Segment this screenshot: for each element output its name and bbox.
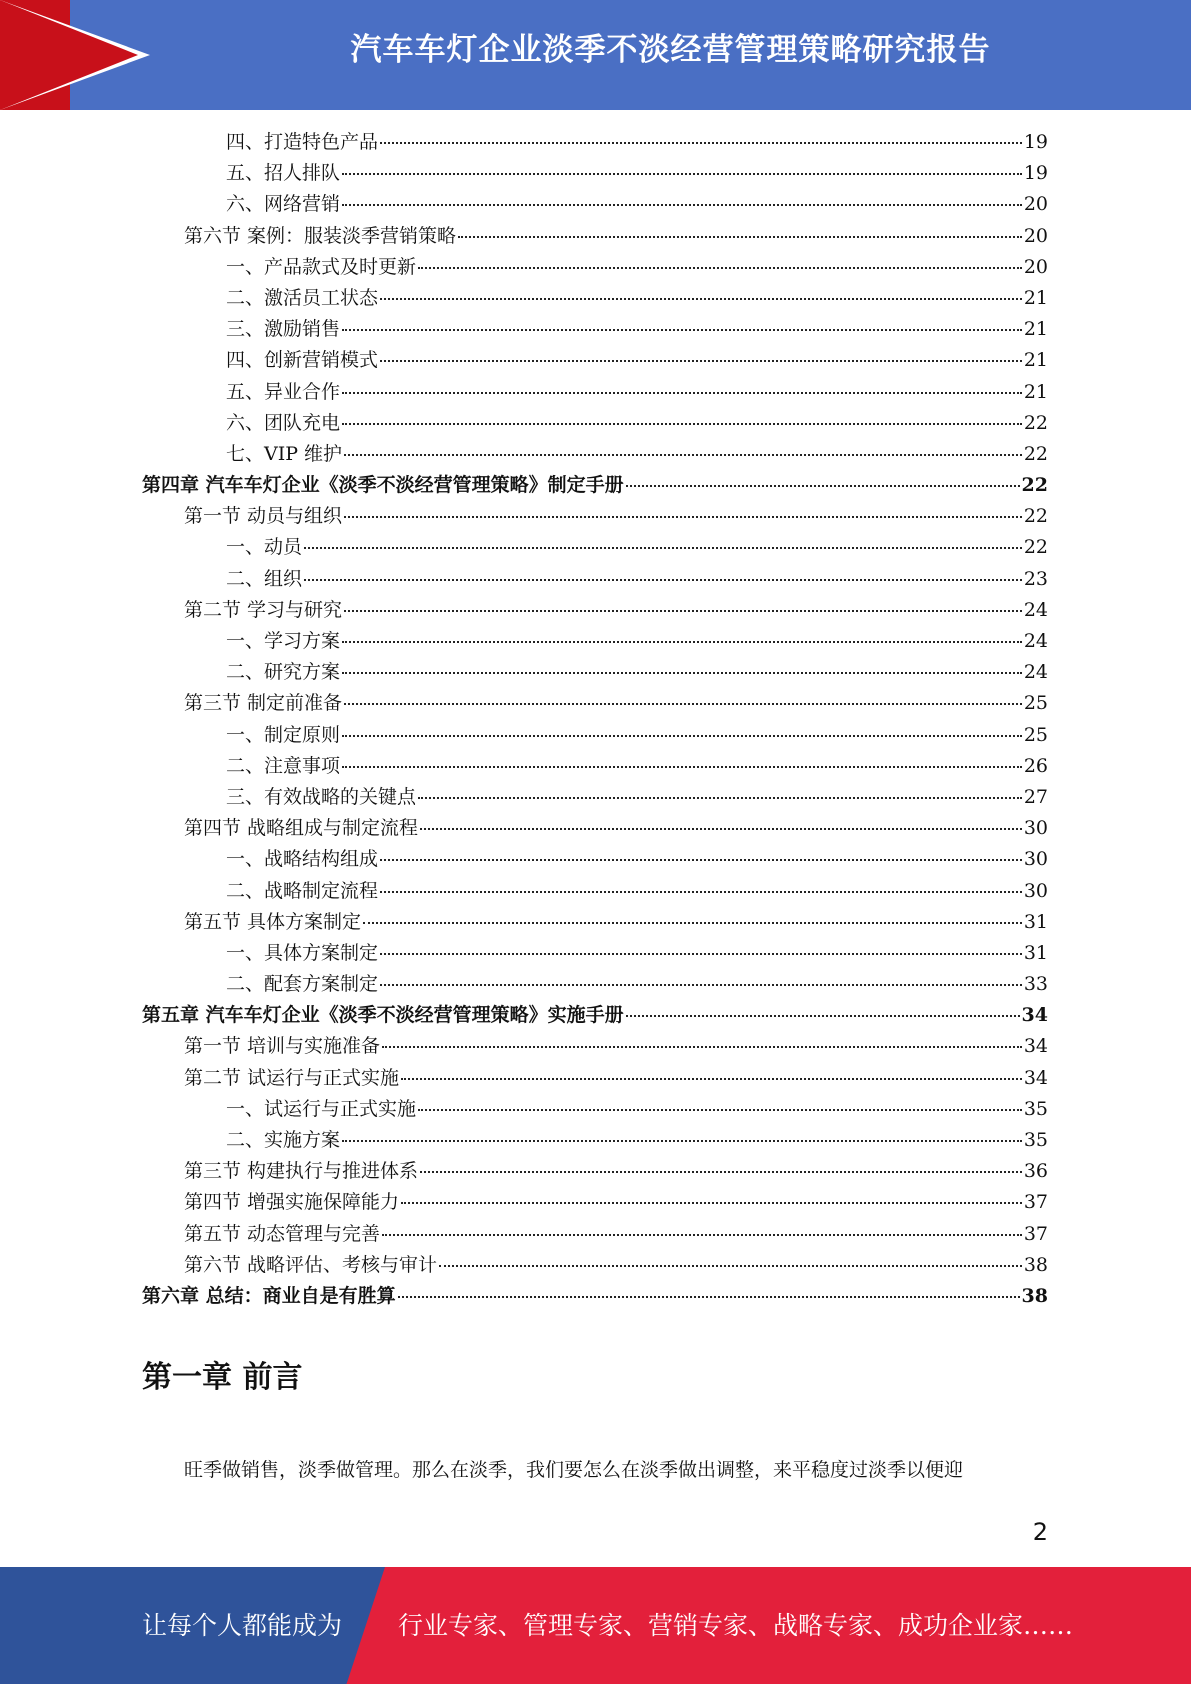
toc-entry-page: 25 bbox=[1023, 692, 1048, 715]
toc-entry-page: 27 bbox=[1023, 785, 1048, 808]
toc-entry[interactable] bbox=[142, 189, 1048, 220]
toc-entry[interactable] bbox=[142, 1219, 1048, 1250]
toc-entry[interactable] bbox=[142, 158, 1048, 189]
toc-entry-page: 36 bbox=[1023, 1160, 1048, 1183]
toc-leader-dots bbox=[380, 360, 1022, 362]
toc-entry-title: 五、招人排队 bbox=[226, 162, 341, 185]
toc-leader-dots bbox=[380, 142, 1022, 144]
toc-leader-dots bbox=[342, 672, 1022, 674]
toc-entry-title: 二、研究方案 bbox=[226, 661, 341, 684]
toc-entry-title: 一、学习方案 bbox=[226, 630, 341, 652]
toc-entry-title: 第一节 动员与组织 bbox=[184, 505, 343, 528]
toc-leader-dots bbox=[344, 454, 1022, 456]
toc-entry[interactable] bbox=[142, 252, 1048, 283]
toc-leader-dots bbox=[380, 984, 1022, 986]
toc-entry-page: 21 bbox=[1023, 380, 1048, 403]
toc-leader-dots bbox=[439, 1265, 1022, 1267]
toc-leader-dots bbox=[342, 329, 1022, 331]
toc-entry-title: 一、动员 bbox=[226, 536, 303, 559]
toc-entry-title: 二、激活员工状态 bbox=[226, 286, 379, 309]
toc-entry[interactable] bbox=[142, 876, 1048, 907]
toc-entry-title: 第五节 动态管理与完善 bbox=[184, 1222, 381, 1245]
toc-leader-dots bbox=[420, 828, 1022, 830]
table-of-contents bbox=[142, 127, 1048, 1312]
toc-entry-page: 37 bbox=[1023, 1191, 1048, 1214]
toc-entry[interactable] bbox=[142, 439, 1048, 470]
toc-leader-dots bbox=[418, 797, 1022, 799]
toc-entry[interactable] bbox=[142, 1063, 1048, 1094]
toc-entry-title: 第三节 构建执行与推进体系 bbox=[184, 1160, 419, 1183]
toc-entry-title: 一、产品款式及时更新 bbox=[226, 255, 417, 278]
toc-entry-page: 34 bbox=[1023, 1035, 1048, 1058]
toc-entry-page: 25 bbox=[1023, 723, 1048, 746]
toc-entry-title: 第四章 汽车车灯企业《淡季不淡经营管理策略》制定手册 bbox=[142, 474, 624, 497]
toc-entry[interactable] bbox=[142, 1125, 1048, 1156]
toc-leader-dots bbox=[626, 1015, 1020, 1017]
toc-entry-page: 30 bbox=[1023, 879, 1048, 902]
toc-entry-page: 22 bbox=[1021, 474, 1048, 497]
toc-entry[interactable] bbox=[142, 564, 1048, 595]
toc-entry[interactable] bbox=[142, 1156, 1048, 1187]
toc-entry-title: 七、VIP 维护 bbox=[226, 442, 343, 465]
toc-entry-page: 22 bbox=[1023, 536, 1048, 559]
toc-entry[interactable] bbox=[142, 813, 1048, 844]
toc-leader-dots bbox=[382, 1234, 1022, 1236]
toc-entry[interactable] bbox=[142, 1094, 1048, 1125]
toc-entry-title: 三、有效战略的关键点 bbox=[226, 785, 417, 808]
toc-entry-page: 26 bbox=[1023, 754, 1048, 777]
toc-leader-dots bbox=[344, 516, 1022, 518]
toc-entry-page: 24 bbox=[1023, 661, 1048, 684]
toc-leader-dots bbox=[382, 1046, 1022, 1048]
toc-entry[interactable] bbox=[142, 470, 1048, 501]
toc-entry[interactable] bbox=[142, 907, 1048, 938]
toc-leader-dots bbox=[418, 267, 1022, 269]
toc-leader-dots bbox=[342, 204, 1022, 206]
toc-leader-dots bbox=[342, 173, 1022, 175]
toc-entry-title: 第六节 案例：服装淡季营销策略 bbox=[184, 224, 457, 247]
toc-entry-page: 34 bbox=[1021, 1004, 1048, 1027]
toc-entry-title: 六、团队充电 bbox=[226, 411, 341, 434]
toc-entry[interactable] bbox=[142, 1187, 1048, 1218]
toc-leader-dots bbox=[304, 547, 1022, 549]
toc-entry-title: 二、注意事项 bbox=[226, 754, 341, 777]
toc-entry-page: 24 bbox=[1023, 630, 1048, 652]
toc-entry[interactable] bbox=[142, 408, 1048, 439]
toc-entry-title: 二、实施方案 bbox=[226, 1129, 341, 1151]
toc-entry[interactable] bbox=[142, 345, 1048, 376]
toc-leader-dots bbox=[380, 953, 1022, 955]
toc-entry-page: 35 bbox=[1023, 1129, 1048, 1151]
toc-entry-page: 20 bbox=[1023, 193, 1048, 216]
toc-entry-page: 37 bbox=[1023, 1222, 1048, 1245]
toc-leader-dots bbox=[458, 236, 1022, 238]
toc-entry[interactable] bbox=[142, 283, 1048, 314]
page-header bbox=[0, 0, 1191, 110]
toc-leader-dots bbox=[418, 1109, 1022, 1111]
toc-entry-page: 30 bbox=[1023, 817, 1048, 840]
toc-entry-title: 第四节 增强实施保障能力 bbox=[184, 1191, 400, 1214]
toc-entry-page: 22 bbox=[1023, 442, 1048, 465]
toc-entry-title: 二、配套方案制定 bbox=[226, 973, 379, 996]
toc-entry-title: 第二节 试运行与正式实施 bbox=[184, 1066, 400, 1089]
document-title: 汽车车灯企业淡季不淡经营管理策略研究报告 bbox=[350, 32, 991, 68]
toc-entry-page: 30 bbox=[1023, 848, 1048, 871]
toc-entry[interactable] bbox=[142, 688, 1048, 719]
footer-slogan-right: 行业专家、管理专家、营销专家、战略专家、成功企业家…… bbox=[398, 1611, 1074, 1640]
toc-entry-page: 20 bbox=[1023, 224, 1048, 247]
toc-entry-title: 第二节 学习与研究 bbox=[184, 598, 343, 621]
toc-entry[interactable] bbox=[142, 751, 1048, 782]
intro-paragraph: 旺季做销售，淡季做管理。那么在淡季，我们要怎么在淡季做出调整，来平稳度过淡季以便迎 bbox=[184, 1459, 964, 1481]
toc-leader-dots bbox=[344, 703, 1022, 705]
toc-entry-title: 二、战略制定流程 bbox=[226, 879, 379, 902]
toc-entry-title: 四、打造特色产品 bbox=[226, 131, 379, 153]
toc-leader-dots bbox=[380, 298, 1022, 300]
toc-entry-page: 19 bbox=[1023, 131, 1048, 153]
toc-entry-page: 21 bbox=[1023, 318, 1048, 341]
toc-entry[interactable] bbox=[142, 532, 1048, 563]
toc-leader-dots bbox=[342, 766, 1022, 768]
toc-entry-title: 第六节 战略评估、考核与审计 bbox=[184, 1253, 438, 1276]
toc-leader-dots bbox=[342, 423, 1022, 425]
toc-entry[interactable] bbox=[142, 127, 1048, 158]
toc-leader-dots bbox=[342, 641, 1022, 643]
toc-entry[interactable] bbox=[142, 377, 1048, 408]
toc-entry-page: 34 bbox=[1023, 1066, 1048, 1089]
toc-entry-page: 31 bbox=[1023, 910, 1048, 933]
toc-entry-page: 38 bbox=[1021, 1284, 1048, 1307]
toc-leader-dots bbox=[342, 735, 1022, 737]
toc-leader-dots bbox=[363, 922, 1022, 924]
toc-entry-title: 六、网络营销 bbox=[226, 193, 341, 216]
toc-entry-title: 二、组织 bbox=[226, 567, 303, 590]
toc-entry[interactable] bbox=[142, 314, 1048, 345]
toc-entry-page: 35 bbox=[1023, 1097, 1048, 1120]
toc-leader-dots bbox=[342, 1140, 1022, 1142]
toc-entry-title: 第三节 制定前准备 bbox=[184, 692, 343, 715]
toc-entry-title: 四、创新营销模式 bbox=[226, 349, 379, 372]
footer-slogan-left: 让每个人都能成为 bbox=[142, 1611, 343, 1640]
toc-leader-dots bbox=[380, 891, 1022, 893]
toc-entry[interactable] bbox=[142, 720, 1048, 751]
toc-entry[interactable] bbox=[142, 1031, 1048, 1062]
toc-entry-page: 22 bbox=[1023, 411, 1048, 434]
toc-entry-title: 一、制定原则 bbox=[226, 723, 341, 746]
toc-entry-page: 21 bbox=[1023, 286, 1048, 309]
toc-entry[interactable] bbox=[142, 626, 1048, 657]
toc-entry-title: 五、异业合作 bbox=[226, 380, 341, 403]
toc-entry[interactable] bbox=[142, 1250, 1048, 1281]
toc-entry-title: 第一节 培训与实施准备 bbox=[184, 1035, 381, 1058]
chapter-heading: 第一章 前言 bbox=[142, 1360, 303, 1395]
toc-entry-title: 一、试运行与正式实施 bbox=[226, 1097, 417, 1120]
toc-entry[interactable] bbox=[142, 501, 1048, 532]
toc-entry-page: 22 bbox=[1023, 505, 1048, 528]
toc-entry-page: 24 bbox=[1023, 598, 1048, 621]
toc-entry[interactable] bbox=[142, 938, 1048, 969]
toc-entry-title: 第六章 总结：商业自是有胜算 bbox=[142, 1284, 396, 1307]
toc-leader-dots bbox=[304, 579, 1022, 581]
toc-entry-title: 第五节 具体方案制定 bbox=[184, 910, 362, 933]
toc-entry[interactable] bbox=[142, 1000, 1048, 1031]
header-arrow-icon bbox=[0, 0, 138, 110]
toc-entry-title: 一、战略结构组成 bbox=[226, 848, 379, 871]
toc-leader-dots bbox=[401, 1078, 1022, 1080]
toc-entry-title: 第五章 汽车车灯企业《淡季不淡经营管理策略》实施手册 bbox=[142, 1004, 624, 1027]
page-footer bbox=[0, 1567, 1191, 1684]
toc-leader-dots bbox=[420, 1171, 1022, 1173]
toc-entry[interactable] bbox=[142, 595, 1048, 626]
toc-leader-dots bbox=[398, 1296, 1020, 1298]
toc-entry[interactable] bbox=[142, 844, 1048, 875]
toc-entry[interactable] bbox=[142, 969, 1048, 1000]
page-number: 2 bbox=[1032, 1518, 1048, 1546]
toc-leader-dots bbox=[401, 1202, 1022, 1204]
toc-entry[interactable] bbox=[142, 782, 1048, 813]
toc-entry-title: 第四节 战略组成与制定流程 bbox=[184, 817, 419, 840]
toc-entry-page: 23 bbox=[1023, 567, 1048, 590]
toc-leader-dots bbox=[342, 392, 1022, 394]
toc-entry-page: 19 bbox=[1023, 162, 1048, 185]
toc-leader-dots bbox=[626, 485, 1020, 487]
toc-entry[interactable] bbox=[142, 1281, 1048, 1312]
toc-entry-page: 31 bbox=[1023, 941, 1048, 964]
toc-entry[interactable] bbox=[142, 221, 1048, 252]
toc-entry[interactable] bbox=[142, 657, 1048, 688]
toc-entry-title: 一、具体方案制定 bbox=[226, 941, 379, 964]
toc-entry-page: 38 bbox=[1023, 1253, 1048, 1276]
toc-leader-dots bbox=[380, 859, 1022, 861]
toc-leader-dots bbox=[344, 610, 1022, 612]
toc-entry-title: 三、激励销售 bbox=[226, 318, 341, 341]
toc-entry-page: 20 bbox=[1023, 255, 1048, 278]
toc-entry-page: 33 bbox=[1023, 973, 1048, 996]
toc-entry-page: 21 bbox=[1023, 349, 1048, 372]
